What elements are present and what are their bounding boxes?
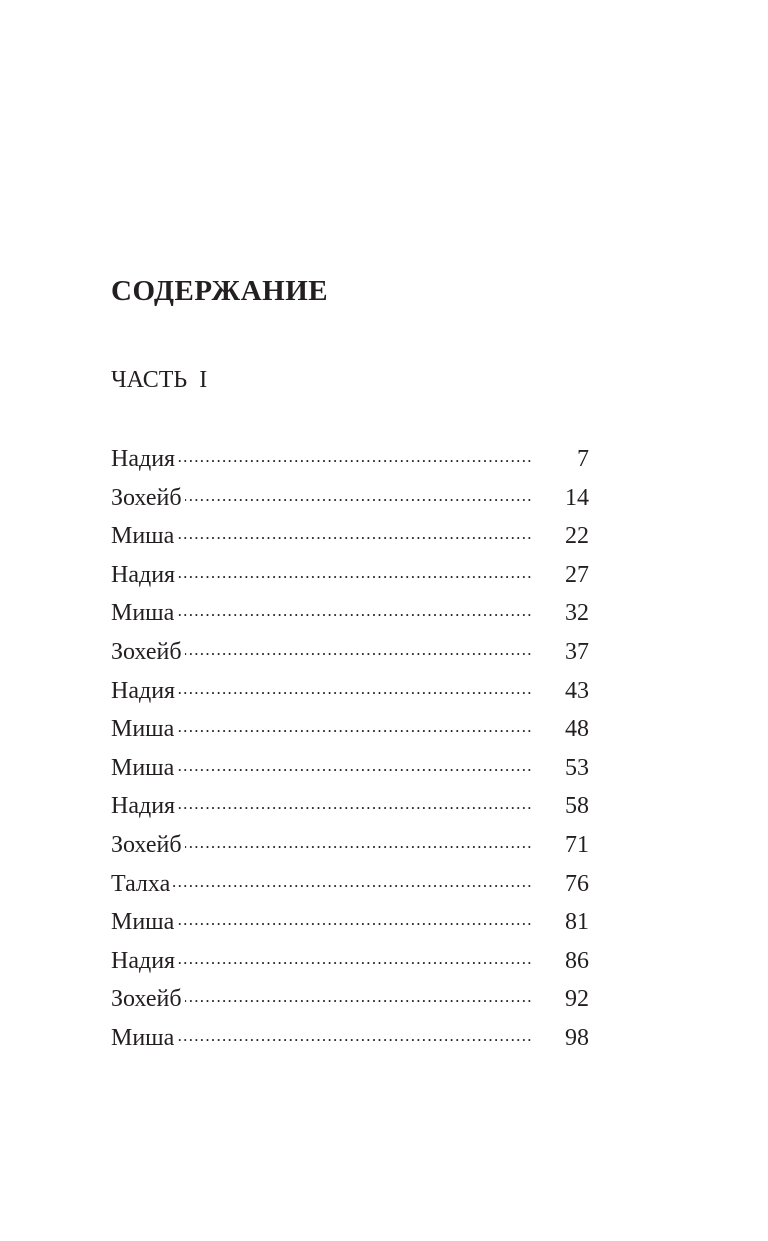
part-heading — [111, 362, 207, 398]
toc-entry-title: Миша — [111, 716, 177, 742]
toc-entry-page: 37 — [565, 638, 589, 665]
toc-entry-title: Надия — [111, 446, 178, 472]
toc-leader — [111, 981, 533, 1017]
toc-leader — [111, 827, 533, 863]
toc-leader — [111, 750, 533, 786]
toc-entry — [111, 904, 589, 943]
toc-entry-title: Талха — [111, 871, 173, 897]
toc-entry — [111, 518, 589, 557]
toc-entry-page: 48 — [565, 716, 589, 743]
toc-entry-page: 81 — [565, 909, 589, 936]
toc-entry — [111, 866, 589, 905]
toc-entry — [111, 595, 589, 634]
toc-entry — [111, 711, 589, 750]
toc-entry-page: 53 — [565, 754, 589, 781]
page-title: СОДЕРЖАНИЕ — [111, 275, 329, 307]
toc-entry-page: 98 — [565, 1024, 589, 1051]
toc-entry-page: 86 — [565, 947, 589, 974]
toc-entry-page: 71 — [565, 831, 589, 858]
table-of-contents — [111, 441, 589, 1059]
toc-entry — [111, 981, 589, 1020]
toc-entry-title: Надия — [111, 678, 178, 704]
toc-entry-title: Зохейб — [111, 639, 185, 665]
toc-leader — [111, 480, 533, 516]
toc-entry-title: Миша — [111, 1025, 177, 1051]
toc-entry-title: Зохейб — [111, 832, 185, 858]
toc-leader — [111, 866, 533, 902]
toc-entry — [111, 480, 589, 519]
toc-entry-page: 43 — [565, 677, 589, 704]
toc-entry-title: Миша — [111, 909, 177, 935]
toc-entry-page: 27 — [565, 561, 589, 588]
toc-entry — [111, 750, 589, 789]
toc-entry-page: 7 — [577, 446, 589, 472]
toc-entry-page: 14 — [565, 484, 589, 511]
toc-entry-page: 58 — [565, 793, 589, 820]
toc-entry-title: Надия — [111, 793, 178, 819]
toc-entry — [111, 634, 589, 673]
part-label: ЧАСТЬ — [111, 367, 188, 393]
toc-entry-title: Зохейб — [111, 986, 185, 1012]
toc-entry-page: 32 — [565, 600, 589, 627]
toc-entry — [111, 673, 589, 712]
toc-entry — [111, 788, 589, 827]
toc-leader — [111, 904, 533, 940]
part-number: I — [199, 367, 208, 393]
toc-leader — [111, 595, 533, 631]
toc-leader — [111, 943, 533, 979]
toc-entry — [111, 943, 589, 982]
toc-entry — [111, 557, 589, 596]
toc-entry-title: Зохейб — [111, 485, 185, 511]
toc-entry-title: Надия — [111, 562, 178, 588]
toc-entry-page: 22 — [565, 523, 589, 550]
toc-leader — [111, 1020, 533, 1056]
toc-leader — [111, 518, 533, 554]
toc-entry-title: Миша — [111, 523, 177, 549]
toc-entry-title: Надия — [111, 948, 178, 974]
toc-entry — [111, 1020, 589, 1059]
toc-entry-title: Миша — [111, 600, 177, 626]
toc-entry — [111, 441, 589, 480]
toc-leader — [111, 441, 533, 477]
toc-leader — [111, 788, 533, 824]
toc-leader — [111, 711, 533, 747]
toc-entry — [111, 827, 589, 866]
toc-entry-page: 92 — [565, 986, 589, 1013]
toc-entry-title: Миша — [111, 755, 177, 781]
toc-leader — [111, 673, 533, 709]
toc-leader — [111, 634, 533, 670]
toc-entry-page: 76 — [565, 870, 589, 897]
toc-leader — [111, 557, 533, 593]
